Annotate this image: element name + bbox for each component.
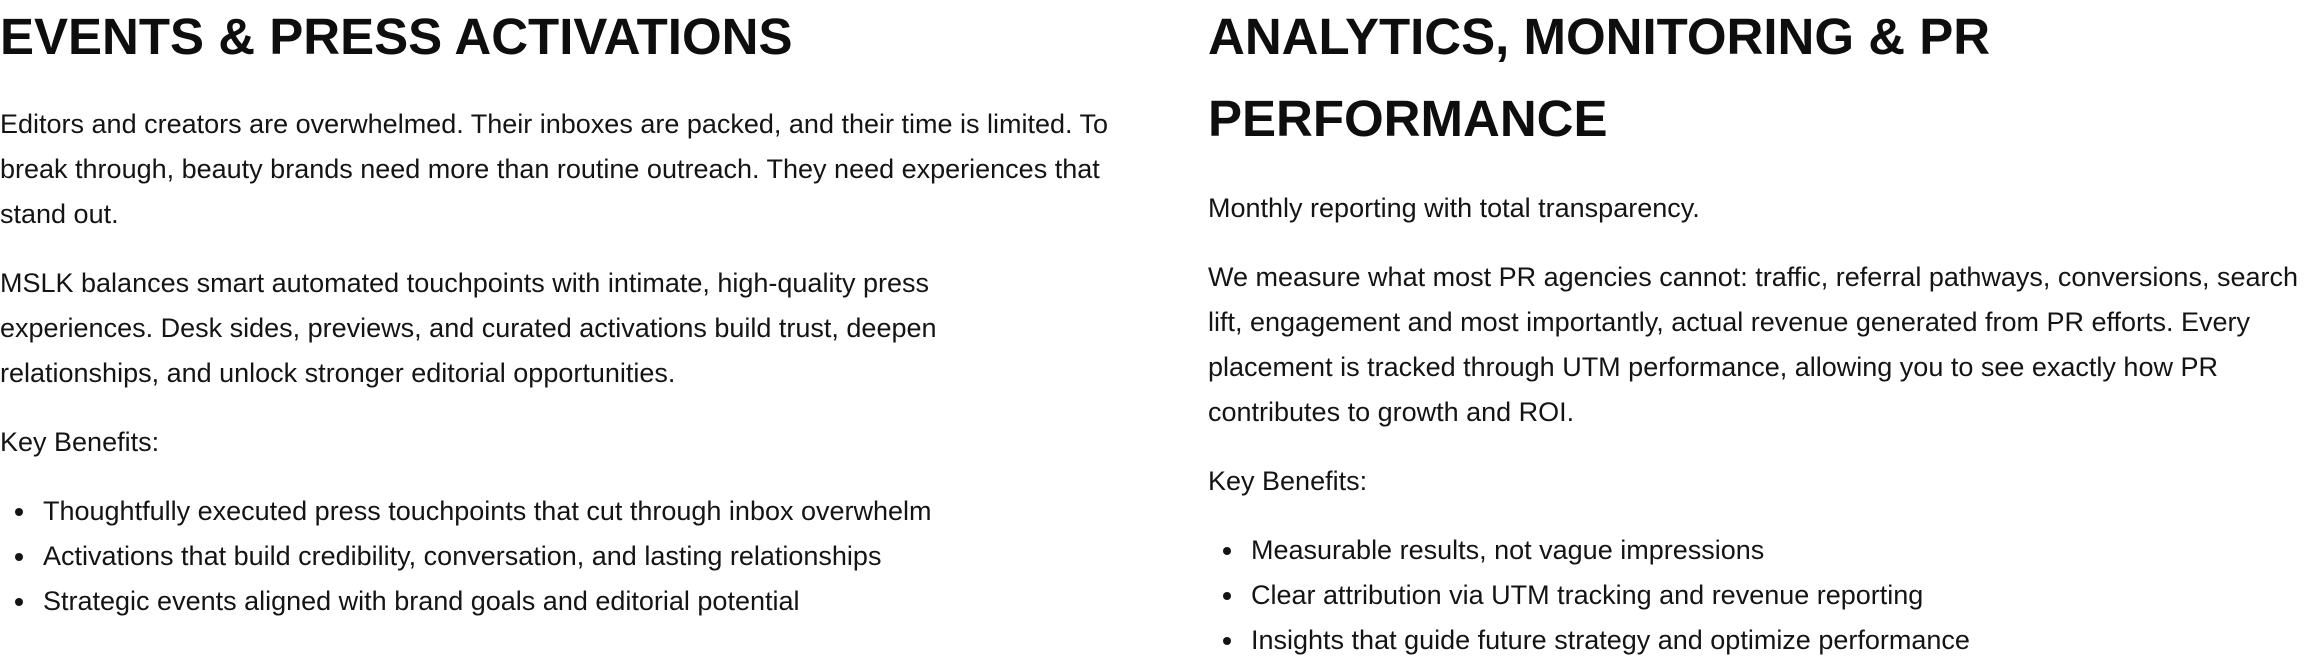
events-benefits-list: [0, 489, 1130, 624]
list-item-text: Measurable results, not vague impressions: [1251, 535, 1765, 565]
events-heading: EVENTS & PRESS ACTIVATIONS: [0, 8, 793, 65]
events-body-paragraph: MSLK balances smart automated touchpoints with intimate, high-quality press experiences. Desk sides, previews, and curated activations build trust, deepen relationships, and unlock stronger editorial opportunities.: [0, 268, 937, 388]
analytics-heading: ANALYTICS, MONITORING & PR PERFORMANCE: [1208, 8, 1991, 147]
list-item-text: Thoughtfully executed press touchpoints that cut through inbox overwhelm: [43, 496, 932, 526]
events-intro-paragraph: Editors and creators are overwhelmed. Their inboxes are packed, and their time is limited. To break through, beauty brands need more than routine outreach. They need experiences that stand out.: [0, 109, 1109, 229]
list-item-text: Activations that build credibility, conversation, and lasting relationships: [43, 541, 882, 571]
analytics-benefits-list: [1208, 528, 2310, 663]
events-benefits-label: Key Benefits:: [0, 427, 160, 457]
analytics-benefits-label: Key Benefits:: [1208, 466, 1368, 496]
analytics-body-paragraph: We measure what most PR agencies cannot: traffic, referral pathways, conversions, search lift, engagement and most importantly, actual revenue generated from PR efforts. Every placement is tracked through UTM performance, allowing you to see exactly how PR contributes to growth and ROI.: [1208, 262, 2298, 427]
bullet-icon: [1223, 547, 1231, 555]
list-item-text: Insights that guide future strategy and optimize performance: [1251, 625, 1970, 655]
bullet-icon: [15, 598, 23, 606]
list-item-text: Clear attribution via UTM tracking and revenue reporting: [1251, 580, 1924, 610]
list-item-text: Strategic events aligned with brand goals and editorial potential: [43, 586, 800, 616]
bullet-icon: [15, 553, 23, 561]
list-item: [1208, 573, 2310, 618]
list-item: [0, 579, 1130, 624]
list-item: [0, 534, 1130, 579]
bullet-icon: [1223, 592, 1231, 600]
list-item: [0, 489, 1130, 534]
events-section: [0, 0, 1130, 624]
analytics-intro-paragraph: Monthly reporting with total transparency.: [1208, 193, 1700, 223]
list-item: [1208, 618, 2310, 663]
list-item: [1208, 528, 2310, 573]
bullet-icon: [15, 508, 23, 516]
bullet-icon: [1223, 637, 1231, 645]
analytics-section: [1208, 0, 2310, 663]
